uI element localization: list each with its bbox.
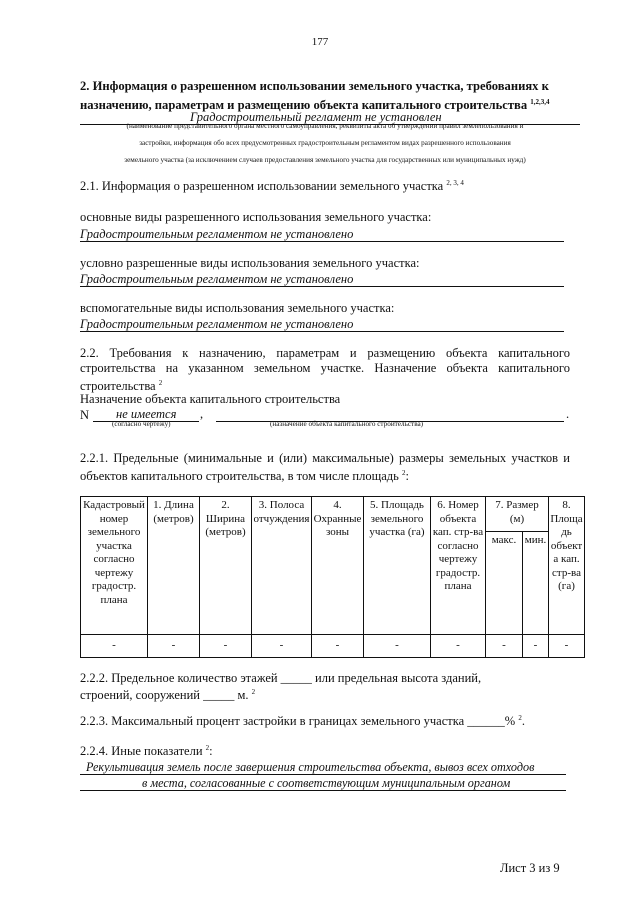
header-size-max: макс.: [486, 532, 523, 635]
s2-2-1-text: 2.2.1. Предельные (минимальные и (или) максимальные) размеры земельных участков и объектов капитального строительства, в том числе площадь $^2$:: [80, 451, 570, 484]
table-cell: -: [549, 635, 585, 658]
s2-2-2-line1: 2.2.2. Предельное количество этажей _____ или предельная высота зданий,: [80, 671, 482, 685]
s2-2-n-label: N: [80, 408, 90, 422]
s2-1-main-label: основные виды разрешенного использования земельного участка:: [80, 210, 432, 224]
s2-2-4-line1: Рекультивация земель после завершения строительства объекта, вывоз всех отходов: [86, 760, 535, 774]
s2-2-purpose-label: Назначение объекта капитального строительства: [80, 392, 341, 406]
table-cell: -: [200, 635, 252, 658]
section-2-caption-2: застройки, информация обо всех предусмотренных градостроительным регламентом видах разрешенного использования: [139, 139, 511, 147]
sheet-counter: Лист 3 из 9: [500, 861, 560, 875]
section-2-title: 2. Информация о разрешенном использовании земельного участка, требованиях к назначению, параметрам и размещению объекта капитального строительства $^{1,2,3,4}$: [80, 79, 550, 113]
s2-1-cond-value: Градостроительным регламентом не установлено: [80, 272, 354, 286]
table-row: [81, 635, 585, 658]
header-size-min: мин.: [523, 532, 549, 635]
s2-1-aux-underline: [80, 331, 564, 332]
table-cell: -: [148, 635, 200, 658]
header-protected-zones: 4. Охранные зоны: [312, 497, 364, 635]
s2-1-cond-underline: [80, 286, 564, 287]
s2-2-comma: ,: [200, 407, 204, 421]
header-exclusion-strip: 3. Полоса отчуждения: [252, 497, 312, 635]
section-2-value: Градостроительный регламент не установлен: [190, 110, 442, 124]
s2-2-2-line2: строений, сооружений _____ м. $^2$: [80, 688, 256, 703]
s2-1-aux-value: Градостроительным регламентом не установлено: [80, 317, 354, 331]
s2-2-caption-name: (назначение объекта капитального строительства): [270, 420, 424, 428]
table-cell: -: [81, 635, 148, 658]
table-cell: -: [523, 635, 549, 658]
s2-2-caption-n: (согласно чертежу): [112, 420, 171, 428]
page-number: 177: [311, 36, 329, 48]
section-2-caption-1: (наименование представительного органа местного самоуправления, реквизиты акта об утверждении правил землепользования и: [126, 122, 524, 130]
table-cell: -: [431, 635, 486, 658]
s2-2-4-underline-1: [80, 774, 566, 775]
table-cell: -: [312, 635, 364, 658]
s2-1-main-value: Градостроительным регламентом не установлено: [80, 227, 354, 241]
header-length: 1. Длина (метров): [148, 497, 200, 635]
header-object-number: 6. Номер объекта кап. стр-ва согласно чертежу градостр. плана: [431, 497, 486, 635]
s2-1-cond-label: условно разрешенные виды использования земельного участка:: [80, 256, 420, 270]
s2-2-n-value: не имеется: [116, 407, 177, 421]
header-size: 7. Размер (м): [486, 497, 549, 532]
s2-1-aux-label: вспомогательные виды использования земельного участка:: [80, 301, 395, 315]
s2-2-dot: .: [566, 407, 570, 421]
s2-1-main-underline: [80, 241, 564, 242]
table-cell: -: [252, 635, 312, 658]
s2-2-4-line2: в места, согласованные с соответствующим муниципальным органом: [142, 776, 511, 790]
header-width: 2. Ширина (метров): [200, 497, 252, 635]
header-plot-area: 5. Площадь земельного участка (га): [364, 497, 431, 635]
section-2-caption-3: земельного участка (за исключением случаев предоставления земельного участка для государственных или муниципальных нужд): [124, 156, 526, 164]
s2-1-heading: 2.1. Информация о разрешенном использовании земельного участка $^{2, 3, 4}$: [80, 179, 464, 194]
header-cadastral-number: Кадастровый номер земельного участка согласно чертежу градостр. плана: [81, 497, 148, 635]
dimensions-table: [80, 496, 585, 658]
s2-2-4-heading: 2.2.4. Иные показатели $^2$:: [80, 744, 213, 759]
header-object-area: 8. Площадь объекта кап. стр-ва (га): [549, 497, 585, 635]
s2-2-4-underline-2: [80, 790, 566, 791]
s2-2-3-text: 2.2.3. Максимальный процент застройки в границах земельного участка ______% $^2$.: [80, 714, 525, 729]
table-cell: -: [364, 635, 431, 658]
s2-2-text: 2.2. Требования к назначению, параметрам и размещению объекта капитального строительства на указанном земельном участке. Назначение объекта капитального строительства $^2$: [80, 346, 570, 394]
table-cell: -: [486, 635, 523, 658]
